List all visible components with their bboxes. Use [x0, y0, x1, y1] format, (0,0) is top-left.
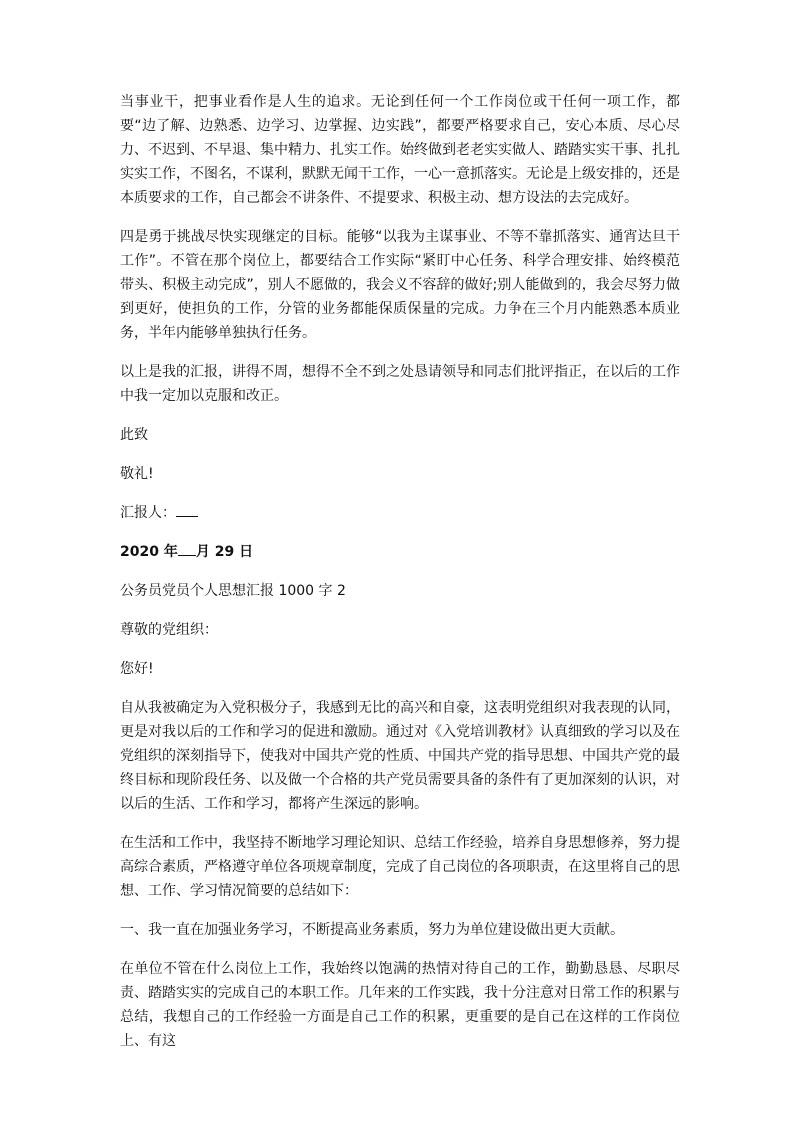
date-line [120, 540, 680, 564]
section-heading: 公务员党员个人思想汇报 1000 字 2 [120, 583, 346, 599]
paragraph-point-one: 一、我一直在加强业务学习，不断提高业务素质，努力为单位建设做出更大贡献。 [120, 922, 624, 938]
date-year: 2020 年 [120, 544, 178, 560]
document-body [120, 90, 680, 1068]
paragraph-work-attitude: 当事业干，把事业看作是人生的追求。无论到任何一个工作岗位或干任何一项工作，都要“边了解、边熟悉、边学习、边掌握、边实践”，都要严格要求自己，安心本质、尽心尽力、不迟到、不早退、集中精力、扎实工作。始终做到老老实实做人、踏踏实实干事、扎扎实实工作，不图名，不谋利，默默无闻干工作，一心一意抓落实。无论是上级安排的，还是本质要求的工作，自己都会不讲条件、不提要求、积极主动、想方设法的去完成好。 [120, 94, 680, 206]
reporter-line [120, 501, 680, 525]
salutation: 尊敬的党组织： [120, 622, 218, 638]
closing-phrase: 此致 [120, 427, 148, 443]
greeting: 您好! [120, 661, 154, 677]
closing-salute: 敬礼! [120, 466, 154, 482]
reporter-label: 汇报人： [120, 505, 176, 521]
paragraph-activist-intro: 自从我被确定为入党积极分子，我感到无比的高兴和自豪，这表明党组织对我表现的认同，更是对我以后的工作和学习的促进和激励。通过对《入党培训教材》认真细致的学习以及在党组织的深刻指导下，使我对中国共产党的性质、中国共产党的指导思想、中国共产党的最终目标和现阶段任务、以及做一个合格的共产党员需要具备的条件有了更加深刻的认识，对以后的生活、工作和学习，都将产生深远的影响。 [120, 700, 680, 812]
paragraph-life-work-summary: 在生活和工作中，我坚持不断地学习理论知识、总结工作经验，培养自身思想修养，努力提高综合素质，严格遵守单位各项规章制度，完成了自己岗位的各项职责，在这里将自己的思想、工作、学习情况简要的总结如下： [120, 835, 680, 899]
paragraph-challenge-goals: 四是勇于挑战尽快实现继定的目标。能够“以我为主谋事业、不等不靠抓落实、通宵达旦干工作”。不管在那个岗位上，都要结合工作实际“紧盯中心任务、科学合理安排、始终模范带头、积极主动完成”，别人不愿做的，我会义不容辞的做好;别人能做到的，我会尽努力做到更好，使担负的工作，分管的业务都能保质保量的完成。力争在三个月内能熟悉本质业务，半年内能够单独执行任务。 [120, 229, 680, 341]
paragraph-closing-remarks: 以上是我的汇报，讲得不周，想得不全不到之处恳请领导和同志们批评指正，在以后的工作中我一定加以克服和改正。 [120, 364, 680, 404]
date-month-blank [178, 541, 196, 556]
reporter-name-blank [176, 502, 198, 517]
paragraph-job-experience: 在单位不管在什么岗位上工作，我始终以饱满的热情对待自己的工作，勤勤恳恳、尽职尽责、踏踏实实的完成自己的本职工作。几年来的工作实践，我十分注意对日常工作的积累与总结，我想自己的工作经验一方面是自己工作的积累，更重要的是自己在这样的工作岗位上、有这 [120, 961, 680, 1049]
date-rest: 月 29 日 [195, 544, 254, 560]
